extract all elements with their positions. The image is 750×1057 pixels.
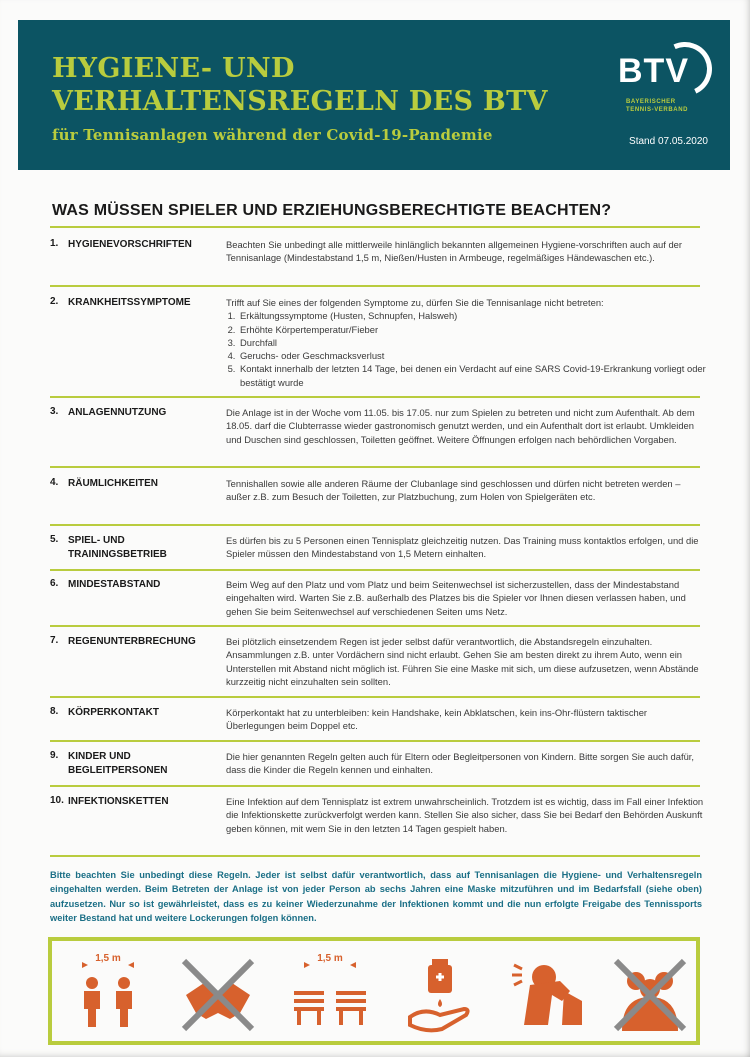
- logo-subtext: [626, 98, 688, 114]
- divider: [50, 855, 700, 857]
- distance-label: 1,5 m: [95, 953, 121, 964]
- rule-text-block: [226, 296, 706, 389]
- divider: [50, 285, 700, 287]
- divider: [50, 569, 700, 571]
- distance-bench-icon: [288, 955, 372, 1035]
- rule-label: SPIEL- UND TRAININGSBETRIEB: [68, 535, 167, 560]
- rule-number: 4.: [50, 477, 59, 488]
- divider: [50, 696, 700, 698]
- list-item: 3. Durchfall: [238, 336, 706, 349]
- rule-number: 10.: [50, 795, 64, 806]
- no-handshake-icon: [176, 955, 260, 1035]
- rule-number: 9.: [50, 750, 59, 761]
- rule-text: Es dürfen bis zu 5 Personen einen Tennisplatz gleichzeitig nutzen. Das Training muss kontaktlos erfolgen, und die Spieler müssen den Mindestabstand von 1,5 Metern einhalten.: [226, 535, 699, 560]
- divider: [50, 226, 700, 228]
- rule-label: KINDER UND BEGLEITPERSONEN: [68, 751, 168, 776]
- rule-number: 6.: [50, 578, 59, 589]
- symptom-list: [226, 309, 706, 389]
- divider: [50, 625, 700, 627]
- no-crowd-icon: [608, 955, 692, 1035]
- rule-text: Beim Weg auf den Platz und vom Platz und beim Seitenwechsel ist sicherzustellen, dass der Mindestabstand eingehalten wird. Warten Sie z.B. außerhalb des Platzes bis die Spieler vor Ihnen diesen verlassen haben, und gehen Sie beim Seitenwechsel auf verschiedenen Seiten ums Netz.: [226, 579, 686, 617]
- distance-people-icon: [66, 955, 150, 1035]
- rule-text: Beachten Sie unbedingt alle mittlerweile hinlänglich bekannten allgemeinen Hygiene-vorschriften auch auf der Tennisanlage (Mindestabstand 1,5 m, Nießen/Husten in Armbeuge, regelmäßiges Händewaschen etc.).: [226, 239, 683, 264]
- rule-text: Eine Infektion auf dem Tennisplatz ist extrem unwahrscheinlich. Trotzdem ist es wichtig, dass im Fall einer Infektion die Infektionskette zurückverfolgt werden kann. Stellen Sie also sicher, dass Sie bei Bedarf den Behörden Auskunft geben können, mit wem Sie in den letzten 14 Tagen gespielt haben.: [226, 796, 704, 834]
- rule-text: Tennishallen sowie alle anderen Räume der Clubanlage sind geschlossen und dürfen nicht betreten werden – außer z.B. zum Besuch der Toiletten, zur Platzbuchung, zum Holen von Spielgeräten etc.: [226, 478, 681, 503]
- rule-label: INFEKTIONSKETTEN: [68, 796, 169, 807]
- rule-label: RÄUMLICHKEITEN: [68, 478, 158, 489]
- rule-number: 7.: [50, 635, 59, 646]
- rule-text: Die Anlage ist in der Woche vom 11.05. bis 17.05. nur zum Spielen zu betreten und nicht zum Aufenthalt. Ab dem 18.05. darf die Clubterrasse wieder gastronomisch genutzt werden, und ein Aufenthalt dort ist erlaubt. Umkleiden und Duschen sind geschlossen, Toiletten geöffnet. Weitere Öffnungen erfolgen nach behördlichen Vorgaben.: [226, 407, 695, 445]
- rule-label: MINDESTABSTAND: [68, 579, 161, 590]
- rule-text: Die hier genannten Regeln gelten auch für Eltern oder Begleitpersonen von Kindern. Bitte sorgen Sie auch dafür, dass die Kinder die Regeln kennen und einhalten.: [226, 751, 695, 776]
- divider: [50, 524, 700, 526]
- rule-text: Trifft auf Sie eines der folgenden Symptome zu, dürfen Sie die Tennisanlage nicht betreten:: [226, 297, 604, 308]
- rule-label: KÖRPERKONTAKT: [68, 707, 159, 718]
- hand-sanitizer-icon: [398, 955, 482, 1035]
- rule-label: HYGIENEVORSCHRIFTEN: [68, 239, 192, 250]
- divider: [50, 466, 700, 468]
- subtitle: für Tennisanlagen während der Covid-19-Pandemie: [52, 126, 493, 144]
- rule-number: 1.: [50, 238, 59, 249]
- page-title: [52, 52, 548, 118]
- list-item: 4. Geruchs- oder Geschmacksverlust: [238, 349, 706, 362]
- title-line-1: HYGIENE- UND: [52, 53, 295, 84]
- rule-number: 2.: [50, 296, 59, 307]
- rule-number: 5.: [50, 534, 59, 545]
- divider: [50, 785, 700, 787]
- divider: [50, 740, 700, 742]
- list-item: 2. Erhöhte Körpertemperatur/Fieber: [238, 323, 706, 336]
- list-item: 5. Kontakt innerhalb der letzten 14 Tage, bei denen ein Verdacht auf eine SARS Covid-19-Erkrankung vorliegt oder bestätigt wurde: [238, 362, 706, 389]
- list-item: 1. Erkältungssymptome (Husten, Schnupfen, Halsweh): [238, 309, 706, 322]
- rule-label: KRANKHEITSSYMPTOME: [68, 297, 191, 308]
- title-line-2: VERHALTENSREGELN DES BTV: [52, 86, 548, 117]
- logo-sub-1: BAYERISCHER: [626, 99, 676, 105]
- divider: [50, 396, 700, 398]
- cough-elbow-icon: [508, 955, 592, 1035]
- stand-date: Stand 07.05.2020: [629, 136, 708, 147]
- logo-text: BTV: [618, 52, 689, 90]
- footer-notice: Bitte beachten Sie unbedingt diese Regeln. Jeder ist selbst dafür verantwortlich, dass auf Tennisanlagen die Hygiene- und Verhaltensregeln eingehalten werden. Beim Betreten der Anlage ist von jeder Person ab sechs Jahren eine Maske mitzuführen und im Bedarfsfall (siehe oben) aufzusetzen. Nur so ist gewährleistet, dass es zu keiner Wiederzunahme der Infektionen kommt und die nun erfolgte Freigabe des Tennissports weiter Bestand hat und weitere Lockerungen folgen können.: [50, 870, 702, 924]
- rule-text: Körperkontakt hat zu unterbleiben: kein Handshake, kein Abklatschen, kein ins-Ohr-flüstern taktischer Überlegungen beim Doppel etc.: [226, 707, 648, 732]
- rule-text: Bei plötzlich einsetzendem Regen ist jeder selbst dafür verantwortlich, die Abstandsregeln einzuhalten. Ansammlungen z.B. unter Vordächern sind nicht erlaubt. Gehen Sie am besten direkt zu ihrem Auto, wenn ein Unterstellen mit Abstand nicht möglich ist. Führen Sie eine Maske mit sich, um diese aufzusetzen, wenn Abstände kurzzeitig nicht einzuhalten sein sollten.: [226, 636, 699, 687]
- rule-number: 3.: [50, 406, 59, 417]
- btv-logo: [618, 38, 710, 118]
- rule-label: REGENUNTERBRECHUNG: [68, 636, 196, 647]
- distance-label: 1,5 m: [317, 953, 343, 964]
- logo-sub-2: TENNIS-VERBAND: [626, 107, 689, 113]
- section-heading: WAS MÜSSEN SPIELER UND ERZIEHUNGSBERECHTIGTE BEACHTEN?: [52, 202, 612, 219]
- icon-strip: [48, 937, 700, 1045]
- header-banner: [18, 20, 730, 170]
- rule-number: 8.: [50, 706, 59, 717]
- rule-label: ANLAGENNUTZUNG: [68, 407, 167, 418]
